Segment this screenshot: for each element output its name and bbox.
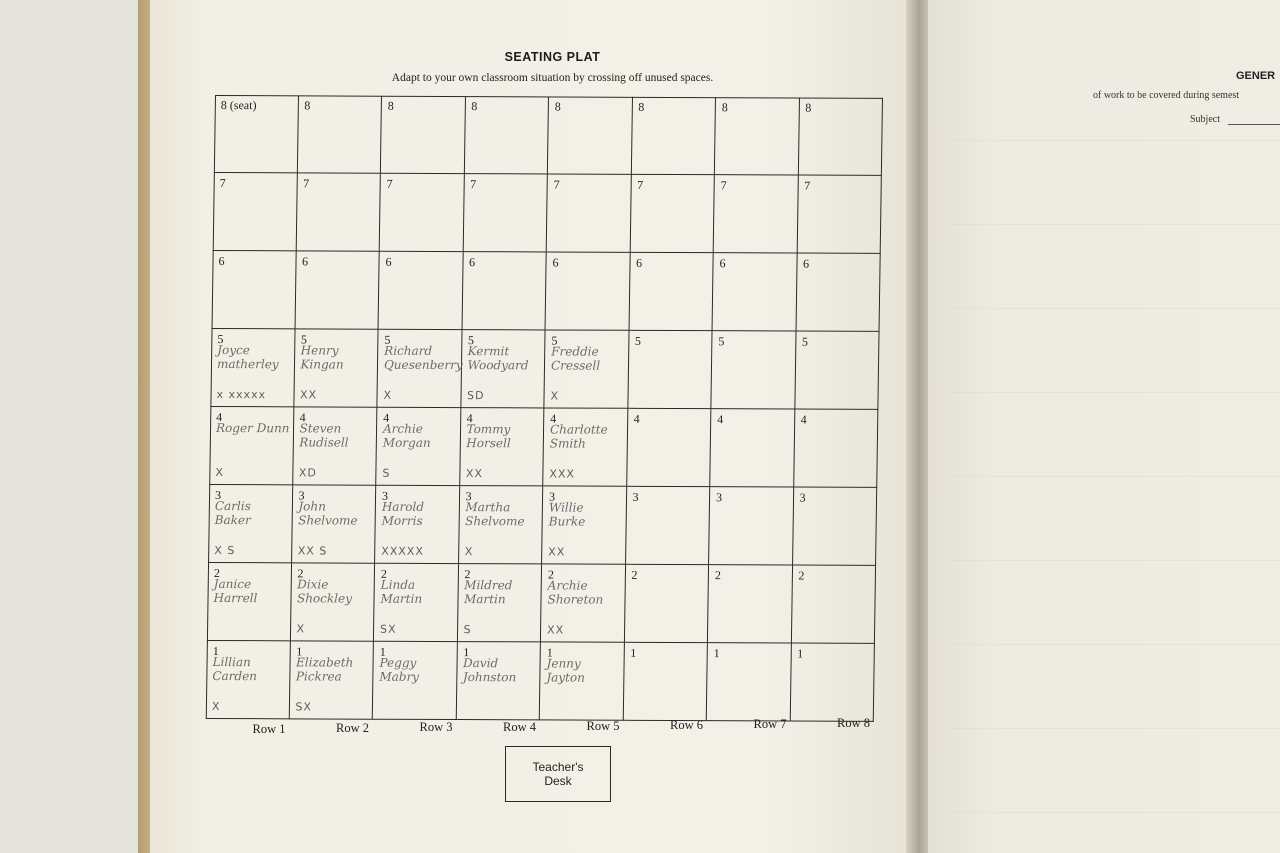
row-label: Row 3 (419, 720, 453, 735)
seat-number: 3 (799, 490, 806, 505)
seat-number: 2 (714, 568, 722, 583)
seat-cell (214, 95, 299, 173)
attendance-marks: x xxxxx (216, 388, 267, 402)
seat-cell (461, 330, 546, 408)
page-subtitle: Adapt to your own classroom situation by crossing off unused spaces. (391, 72, 714, 84)
seat-cell (713, 253, 798, 331)
seat-cell (464, 96, 549, 174)
student-name: Joyce matherley (216, 343, 279, 372)
seat-number: 2 (547, 567, 555, 582)
seat-cell (793, 488, 878, 566)
seat-cell (798, 98, 883, 176)
student-name: Richard Quesenberry (383, 343, 463, 373)
student-name: Elizabeth Pickrea (295, 655, 354, 684)
seat-number: 8 (554, 99, 561, 114)
seat-cell (797, 176, 882, 254)
seat-number: 4 (717, 412, 724, 427)
seating-grid (206, 95, 883, 722)
attendance-marks: X (296, 622, 306, 636)
attendance-marks: SD (466, 389, 485, 403)
seat-number: 5 (217, 332, 224, 347)
seat-cell (715, 97, 800, 175)
seat-number: 5 (551, 333, 558, 348)
seat-cell (379, 252, 464, 330)
seat-number: 1 (713, 646, 720, 661)
seat-cell (210, 329, 295, 407)
row-label: Row 1 (252, 722, 286, 736)
student-name: Henry Kingan (300, 343, 344, 372)
student-name: Steven Rudisell (299, 421, 349, 450)
seat-cell (212, 251, 297, 329)
student-name: Carlis Baker (214, 499, 251, 528)
attendance-marks: XX (299, 388, 318, 402)
seat-number: 6 (468, 255, 476, 270)
seat-number: 2 (631, 567, 638, 582)
student-name: Archie Shoreton (547, 578, 604, 607)
attendance-marks: XX (465, 467, 484, 481)
seat-number: 4 (216, 410, 223, 425)
seat-cell (708, 565, 793, 643)
seat-number: 5 (801, 334, 808, 349)
seat-number: 3 (715, 490, 723, 505)
seat-number: 8 (805, 100, 812, 115)
seat-number: 1 (463, 645, 470, 660)
seat-number: 2 (297, 566, 304, 581)
seat-number: 3 (632, 489, 639, 504)
seat-number: 8 (387, 98, 394, 113)
seat-number: 5 (467, 333, 474, 348)
seat-cell (462, 252, 547, 330)
seat-number: 7 (470, 177, 477, 192)
seat-cell (209, 407, 294, 485)
seat-cell (547, 174, 632, 252)
seat-cell (623, 643, 708, 721)
seat-cell (794, 410, 879, 488)
seat-cell (707, 643, 792, 721)
seat-number: 1 (212, 643, 219, 659)
seat-number: 1 (296, 644, 303, 659)
seat-number: 5 (634, 333, 641, 348)
seat-cell (374, 564, 459, 642)
seat-cell (540, 642, 625, 720)
seat-cell (293, 407, 378, 485)
seat-number: 8 (638, 99, 645, 114)
seat-number: 6 (552, 255, 559, 270)
attendance-marks: X (215, 466, 225, 480)
seat-cell (546, 252, 631, 330)
row-label: Row 2 (336, 721, 369, 736)
attendance-marks: XX S (297, 544, 328, 558)
row-label: Row 6 (670, 718, 703, 732)
student-name: Peggy Mabry (379, 655, 420, 684)
attendance-marks: S (463, 623, 472, 637)
seat-cell (624, 565, 709, 643)
seat-number: 8 (471, 99, 478, 114)
seat-number: 8 (seat) (220, 98, 257, 113)
subject-line (1228, 124, 1280, 125)
seat-number: 7 (804, 178, 811, 193)
seat-number: 6 (719, 256, 726, 271)
student-name: Janice Harrell (213, 576, 258, 606)
seat-number: 2 (464, 567, 471, 582)
student-name: Tommy Horsell (466, 422, 511, 451)
attendance-marks: X (383, 388, 393, 402)
right-page-ruling (950, 140, 1280, 840)
row-label: Row 8 (837, 716, 870, 731)
seat-cell (790, 644, 875, 722)
seat-cell (457, 564, 542, 642)
seat-number: 4 (550, 411, 557, 426)
attendance-marks: XX (548, 545, 566, 559)
row-label: Row 7 (753, 717, 787, 732)
attendance-marks: S (382, 466, 391, 480)
seat-cell (714, 175, 799, 253)
seat-cell (543, 408, 628, 486)
seat-cell (381, 96, 466, 174)
seat-number: 7 (637, 177, 644, 192)
seat-number: 6 (635, 255, 643, 270)
page-title: SEATING PLAT (504, 50, 601, 64)
seat-cell (459, 486, 544, 564)
seat-number: 7 (553, 177, 560, 192)
seat-cell (626, 487, 711, 565)
seat-number: 2 (213, 566, 221, 581)
seat-number: 1 (630, 645, 637, 660)
attendance-marks: X (550, 389, 560, 403)
seat-cell (207, 563, 292, 641)
student-name: Martha Shelvome (465, 500, 525, 529)
seat-cell (460, 408, 545, 486)
seat-number: 7 (386, 176, 393, 191)
seat-cell (795, 332, 880, 410)
seat-cell (295, 251, 380, 329)
seat-cell (796, 254, 881, 332)
seat-cell (791, 566, 876, 644)
seat-cell (627, 409, 712, 487)
student-name: Linda Martin (380, 577, 423, 606)
row-label: Row 5 (586, 718, 620, 733)
seat-number: 8 (721, 100, 728, 115)
seat-number: 5 (300, 332, 307, 347)
seat-cell (628, 331, 713, 409)
seat-cell (711, 331, 796, 409)
seat-cell (377, 330, 462, 408)
seat-number: 7 (303, 176, 310, 191)
teachers-desk (505, 746, 611, 802)
student-name: Willie Burke (548, 500, 586, 529)
seat-number: 6 (218, 254, 225, 269)
seat-number: 4 (633, 411, 640, 426)
seat-number: 3 (548, 489, 556, 504)
seat-number: 3 (214, 488, 222, 503)
attendance-marks: XX (546, 623, 565, 637)
seat-number: 4 (466, 411, 473, 426)
seat-number: 8 (304, 98, 311, 113)
student-name: Jenny Jayton (546, 656, 586, 685)
seat-number: 1 (546, 645, 553, 660)
seat-cell (548, 96, 633, 174)
seat-number: 6 (385, 254, 392, 269)
attendance-marks: XXXXX (381, 544, 425, 558)
seat-number: 4 (299, 410, 306, 425)
student-name: Freddie Cressell (550, 344, 601, 373)
seat-cell (206, 641, 291, 719)
seat-number: 2 (798, 568, 805, 583)
seat-cell (297, 95, 382, 173)
attendance-marks: SX (295, 700, 313, 714)
seat-cell (463, 174, 548, 252)
seat-number: 7 (720, 178, 727, 193)
student-name: John Shelvome (298, 499, 358, 528)
seat-number: 7 (219, 176, 226, 191)
seat-cell (456, 642, 541, 720)
seat-cell (375, 486, 460, 564)
seat-cell (213, 173, 298, 251)
student-name: Kermit Woodyard (467, 344, 529, 373)
seat-cell (629, 253, 714, 331)
seat-cell (710, 409, 795, 487)
seat-cell (544, 330, 629, 408)
seat-cell (294, 329, 379, 407)
student-name: Mildred Martin (463, 578, 513, 607)
seat-cell (289, 641, 374, 719)
attendance-marks: SX (379, 622, 397, 636)
seat-number: 3 (298, 488, 305, 503)
seat-number: 6 (802, 256, 810, 271)
row-label: Row 4 (503, 719, 536, 734)
seat-cell (373, 642, 458, 720)
subject-label: Subject (1190, 114, 1220, 125)
seat-number: 2 (380, 566, 388, 581)
seat-cell (290, 563, 375, 641)
seat-number: 1 (797, 646, 804, 661)
seat-cell (380, 174, 465, 252)
attendance-marks: X (211, 699, 221, 714)
seat-cell (296, 173, 381, 251)
student-name: Roger Dunn (215, 421, 290, 436)
seat-cell (541, 564, 626, 642)
seat-cell (208, 485, 293, 563)
attendance-marks: XD (298, 466, 318, 480)
student-name: Archie Morgan (382, 421, 431, 450)
seat-number: 1 (379, 644, 386, 659)
seat-number: 6 (301, 254, 309, 269)
seat-cell (542, 486, 627, 564)
attendance-marks: X S (214, 544, 236, 558)
student-name: Charlotte Smith (549, 422, 608, 451)
seat-cell (630, 175, 715, 253)
attendance-marks: XXX (549, 467, 576, 481)
seat-number: 5 (384, 332, 391, 347)
seat-number: 5 (718, 334, 725, 349)
seat-number: 3 (465, 489, 472, 504)
seat-cell (292, 485, 377, 563)
attendance-marks: X (464, 545, 474, 559)
seat-number: 4 (800, 412, 807, 427)
desk-label: Teacher's Desk (532, 760, 584, 788)
student-name: Harold Morris (381, 499, 425, 528)
seat-cell (631, 97, 716, 175)
right-page-subheading: of work to be covered during semest (1093, 90, 1240, 101)
seat-number: 3 (381, 488, 389, 503)
right-page-heading: GENER (1236, 70, 1276, 82)
student-name: Lillian Carden (212, 654, 258, 684)
student-name: Dixie Shockley (296, 577, 353, 606)
student-name: David Johnston (462, 656, 517, 685)
seat-number: 4 (383, 410, 390, 425)
seat-cell (376, 408, 461, 486)
seat-cell (709, 487, 794, 565)
